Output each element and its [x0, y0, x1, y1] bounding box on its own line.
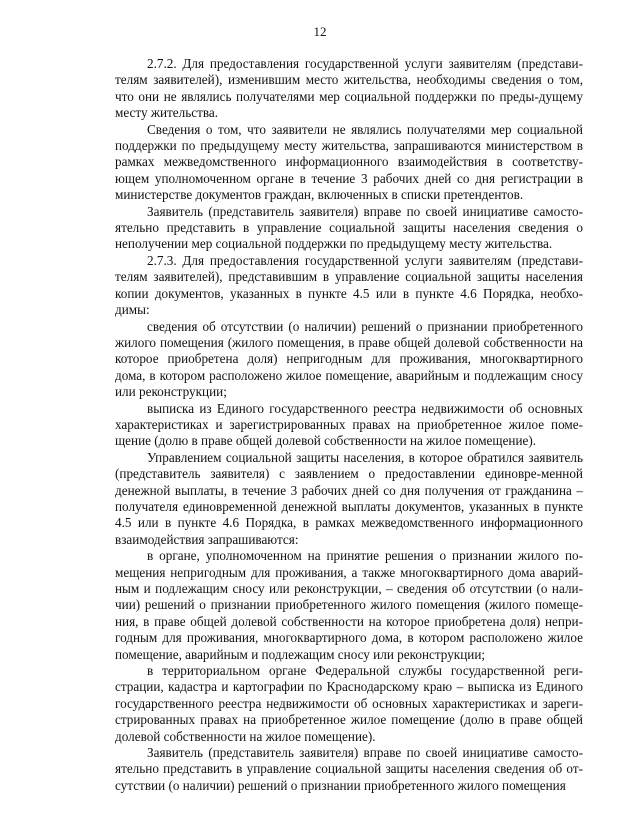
list-item-unfit-housing-info: сведения об отсутствии (о наличии) решений о признании приобретенного жилого помещения (жилого помещения, в праве общей долевой собственности на которое приобретена доля) непригодным для проживания, многоквартирного дома, в котором расположено жилое помещение, аварийным и подлежащим сносу или реконструкции; [115, 318, 583, 400]
paragraph-applicant-right: Заявитель (представитель заявителя) вправе по своей инициативе самосто-ятельно представить в управление социальной защиты населения сведения о неполучении мер социальной поддержки по предыдущему месту жительства. [115, 203, 583, 252]
page-number: 12 [313, 24, 327, 39]
paragraph-2-7-3: 2.7.3. Для предоставления государственной услуги заявителям (представи-телям заявителей), представившим в управление социальной защиты населения копии документов, указанных в пункте 4.5 или в пункте 4.6 Порядка, необхо-димы: [115, 252, 583, 318]
paragraph-previous-residence-info: Сведения о том, что заявители не являлись получателями мер социальной поддержки по предыдущему месту жительства, запрашиваются министерством в рамках межведомственного информационного взаимодействия в соответству-ющем уполномоченном органе в течение 3 рабочих дней со дня регистрации в министерстве документов граждан, включенных в списки претендентов. [115, 121, 583, 203]
paragraph-2-7-2: 2.7.2. Для предоставления государственной услуги заявителям (представи-телям заявителей), изменившим место жительства, необходимы сведения о том, что они не являлись получателями мер социальной поддержки по преды-дущему месту жительства. [115, 56, 583, 121]
list-item-registry-extract: выписка из Единого государственного реестра недвижимости об основных характеристиках и зарегистрированных правах на приобретенное жилое поме-щение (долю в праве общей долевой собственности на жилое помещение). [115, 400, 583, 449]
paragraph-applicant-right-final: Заявитель (представитель заявителя) вправе по своей инициативе самосто-ятельно представить в управление социальной защиты населения сведения об от-сутствии (о наличии) решений о признании приобретенного жилого помещения [115, 745, 583, 793]
document-body [115, 56, 583, 794]
list-item-rosreestr: в территориальном органе Федеральной службы государственной реги-страции, кадастра и картографии по Краснодарскому краю – выписка из Единого государственного реестра недвижимости об основных характеристиках и зареги-стрированных правах на приобретенное жилое помещение (долю в праве общей долевой собственности на жилое помещение). [115, 663, 583, 744]
paragraph-social-protection-request: Управлением социальной защиты населения, в которое обратился заявитель (представитель заявителя) с заявлением о предоставлении единовре-менной денежной выплаты, в течение 3 рабочих дней со дня получения от гражданина – получателя единовременной денежной выплаты документов, указанных в пункте 4.5 или в пункте 4.6 Порядка, в рамках межведомственного информационного взаимодействия запрашиваются: [115, 449, 583, 547]
list-item-authorized-body: в органе, уполномоченном на принятие решения о признании жилого по-мещения непригодным для проживания, а также многоквартирного дома аварий-ным и подлежащим сносу или реконструкции, – сведения об отсутствии (о нали-чии) решений о признании приобретенного жилого помещения (жилого помеще-ния, в праве общей долевой собственности на которое приобретена доля) непри-годным для проживания, многоквартирного дома, в котором расположено жилое помещение, аварийным и подлежащим сносу или реконструкции; [115, 548, 583, 662]
